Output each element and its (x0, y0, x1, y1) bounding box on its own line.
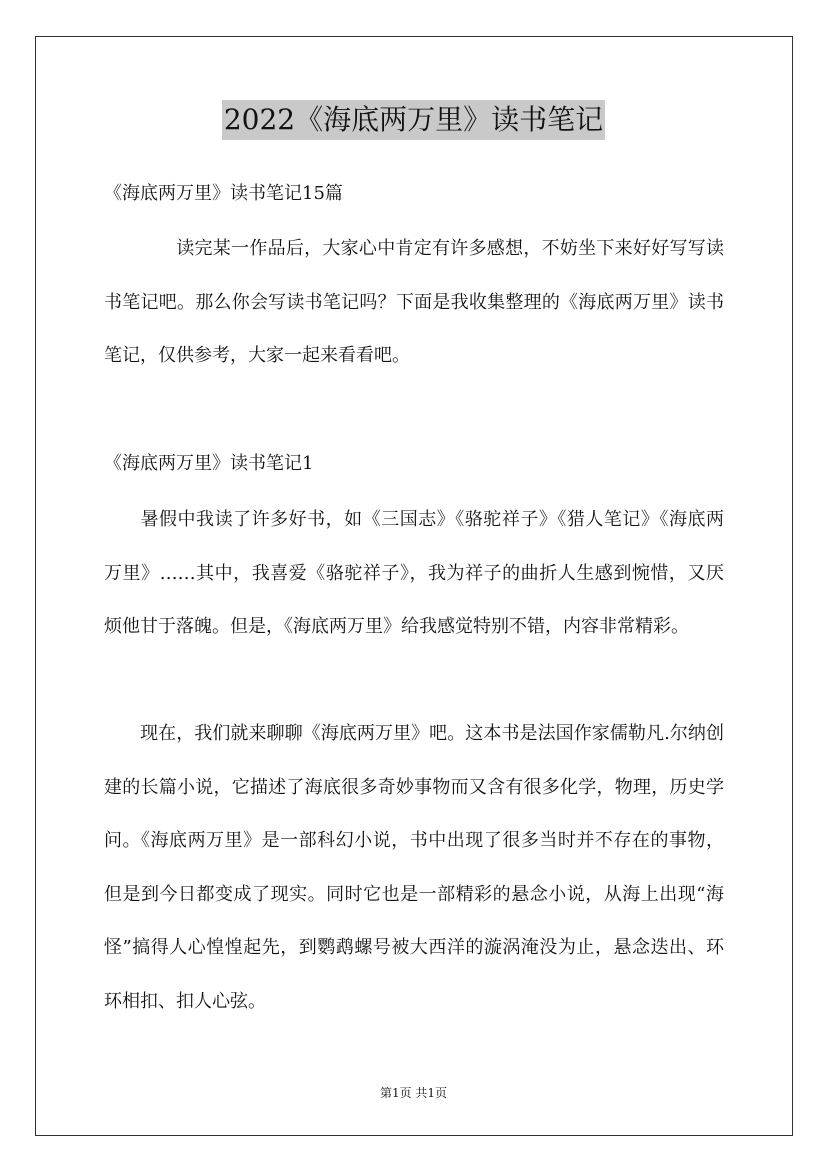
document-title: 2022《海底两万里》读书笔记 (222, 100, 605, 140)
document-subtitle: 《海底两万里》读书笔记15篇 (104, 183, 343, 204)
section-heading: 《海底两万里》读书笔记1 (104, 453, 314, 474)
paragraph-1-text: 暑假中我读了许多好书，如《三国志》《骆驼祥子》《猎人笔记》《海底两万里》……其中，我喜爱《骆驼祥子》，我为祥子的曲折人生感到惋惜，又厌烦他甘于落魄。但是，《海底两万里》给我感觉特别不错，内容非常精彩。 (104, 509, 724, 637)
paragraph-2-text: 现在，我们就来聊聊《海底两万里》吧。这本书是法国作家儒勒凡.尔纳创建的长篇小说，它描述了海底很多奇妙事物而又含有很多化学，物理，历史学问。《海底两万里》是一部科幻小说，书中出现了很多当时并不存在的事物，但是到今日都变成了现实。同时它也是一部精彩的悬念小说，从海上出现“海怪”搞得人心惶惶起先，到鹦鹉螺号被大西洋的漩涡淹没为止，悬念迭出、环环相扣、扣人心弦。 (104, 723, 724, 1012)
intro-paragraph (104, 222, 724, 383)
intro-text: 读完某一作品后，大家心中肯定有许多感想，不妨坐下来好好写写读书笔记吧。那么你会写读书笔记吗？下面是我收集整理的《海底两万里》读书笔记，仅供参考，大家一起来看看吧。 (104, 238, 724, 366)
body-paragraph-2 (104, 707, 724, 1028)
document-title-container (0, 100, 827, 140)
page-footer: 第1页 共1页 (379, 1086, 448, 1100)
body-paragraph-1 (104, 493, 724, 654)
